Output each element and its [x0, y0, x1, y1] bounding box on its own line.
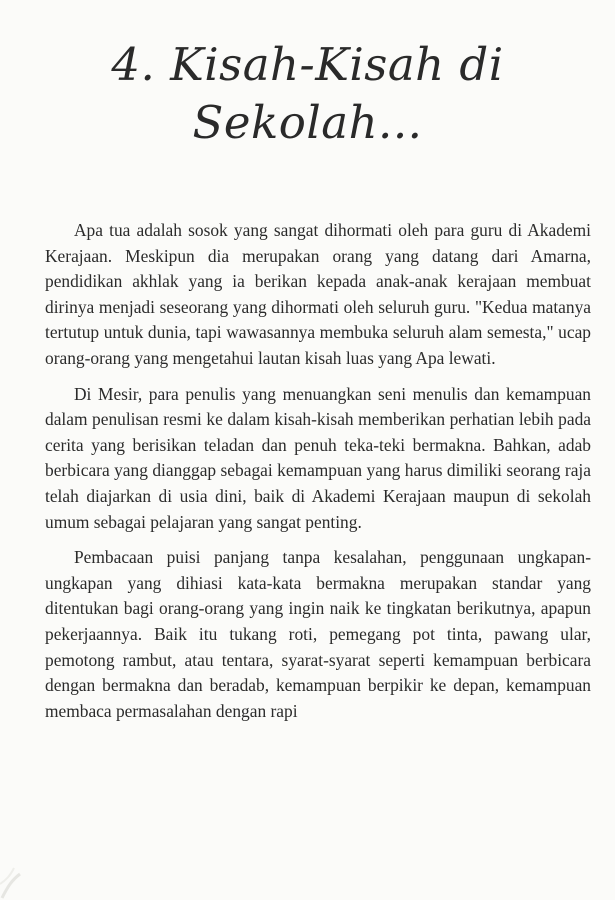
paragraph-1: Apa tua adalah sosok yang sangat dihormati oleh para guru di Akademi Kerajaan. Meskipun dia merupakan orang yang datang dari Amarna, pendidikan akhlak yang ia berikan kepada anak-anak kerajaan membuat dirinya menjadi seseorang yang dihormati oleh seluruh guru. "Kedua matanya tertutup untuk dunia, tapi wawasannya membuka seluruh alam semesta," ucap orang-orang yang mengetahui lautan kisah luas yang Apa lewati.	[45, 220, 591, 368]
decorative-corner-flourish	[0, 840, 28, 900]
paragraph-2: Di Mesir, para penulis yang menuangkan seni menulis dan kemampuan dalam penulisan resmi ke dalam kisah-kisah memberikan perhatian lebih pada cerita yang berisikan teladan dan penuh teka-teki bermakna. Bahkan, adab berbicara yang dianggap sebagai kemampuan yang harus dimiliki seorang raja telah diajarkan di usia dini, baik di Akademi Kerajaan maupun di sekolah umum sebagai pelajaran yang sangat penting.	[45, 383, 591, 532]
chapter-title: 4. Kisah-Kisah di Sekolah...	[111, 38, 504, 149]
paragraph-3: Pembacaan puisi panjang tanpa kesalahan, penggunaan ungkapan-ungkapan yang dihiasi kata-kata bermakna merupakan standar yang ditentukan bagi orang-orang yang ingin naik ke tingkatan berikutnya, apapun pekerjaannya. Baik itu tukang roti, pemegang pot tinta, pawang ular, pemotong rambut, atau tentara, syarat-syarat seperti kemampuan berbicara dengan bermakna dan beradab, kemampuan berpikir ke depan, kemampuan membaca permasalahan dengan rapi	[45, 547, 591, 721]
chapter-body	[45, 218, 591, 734]
